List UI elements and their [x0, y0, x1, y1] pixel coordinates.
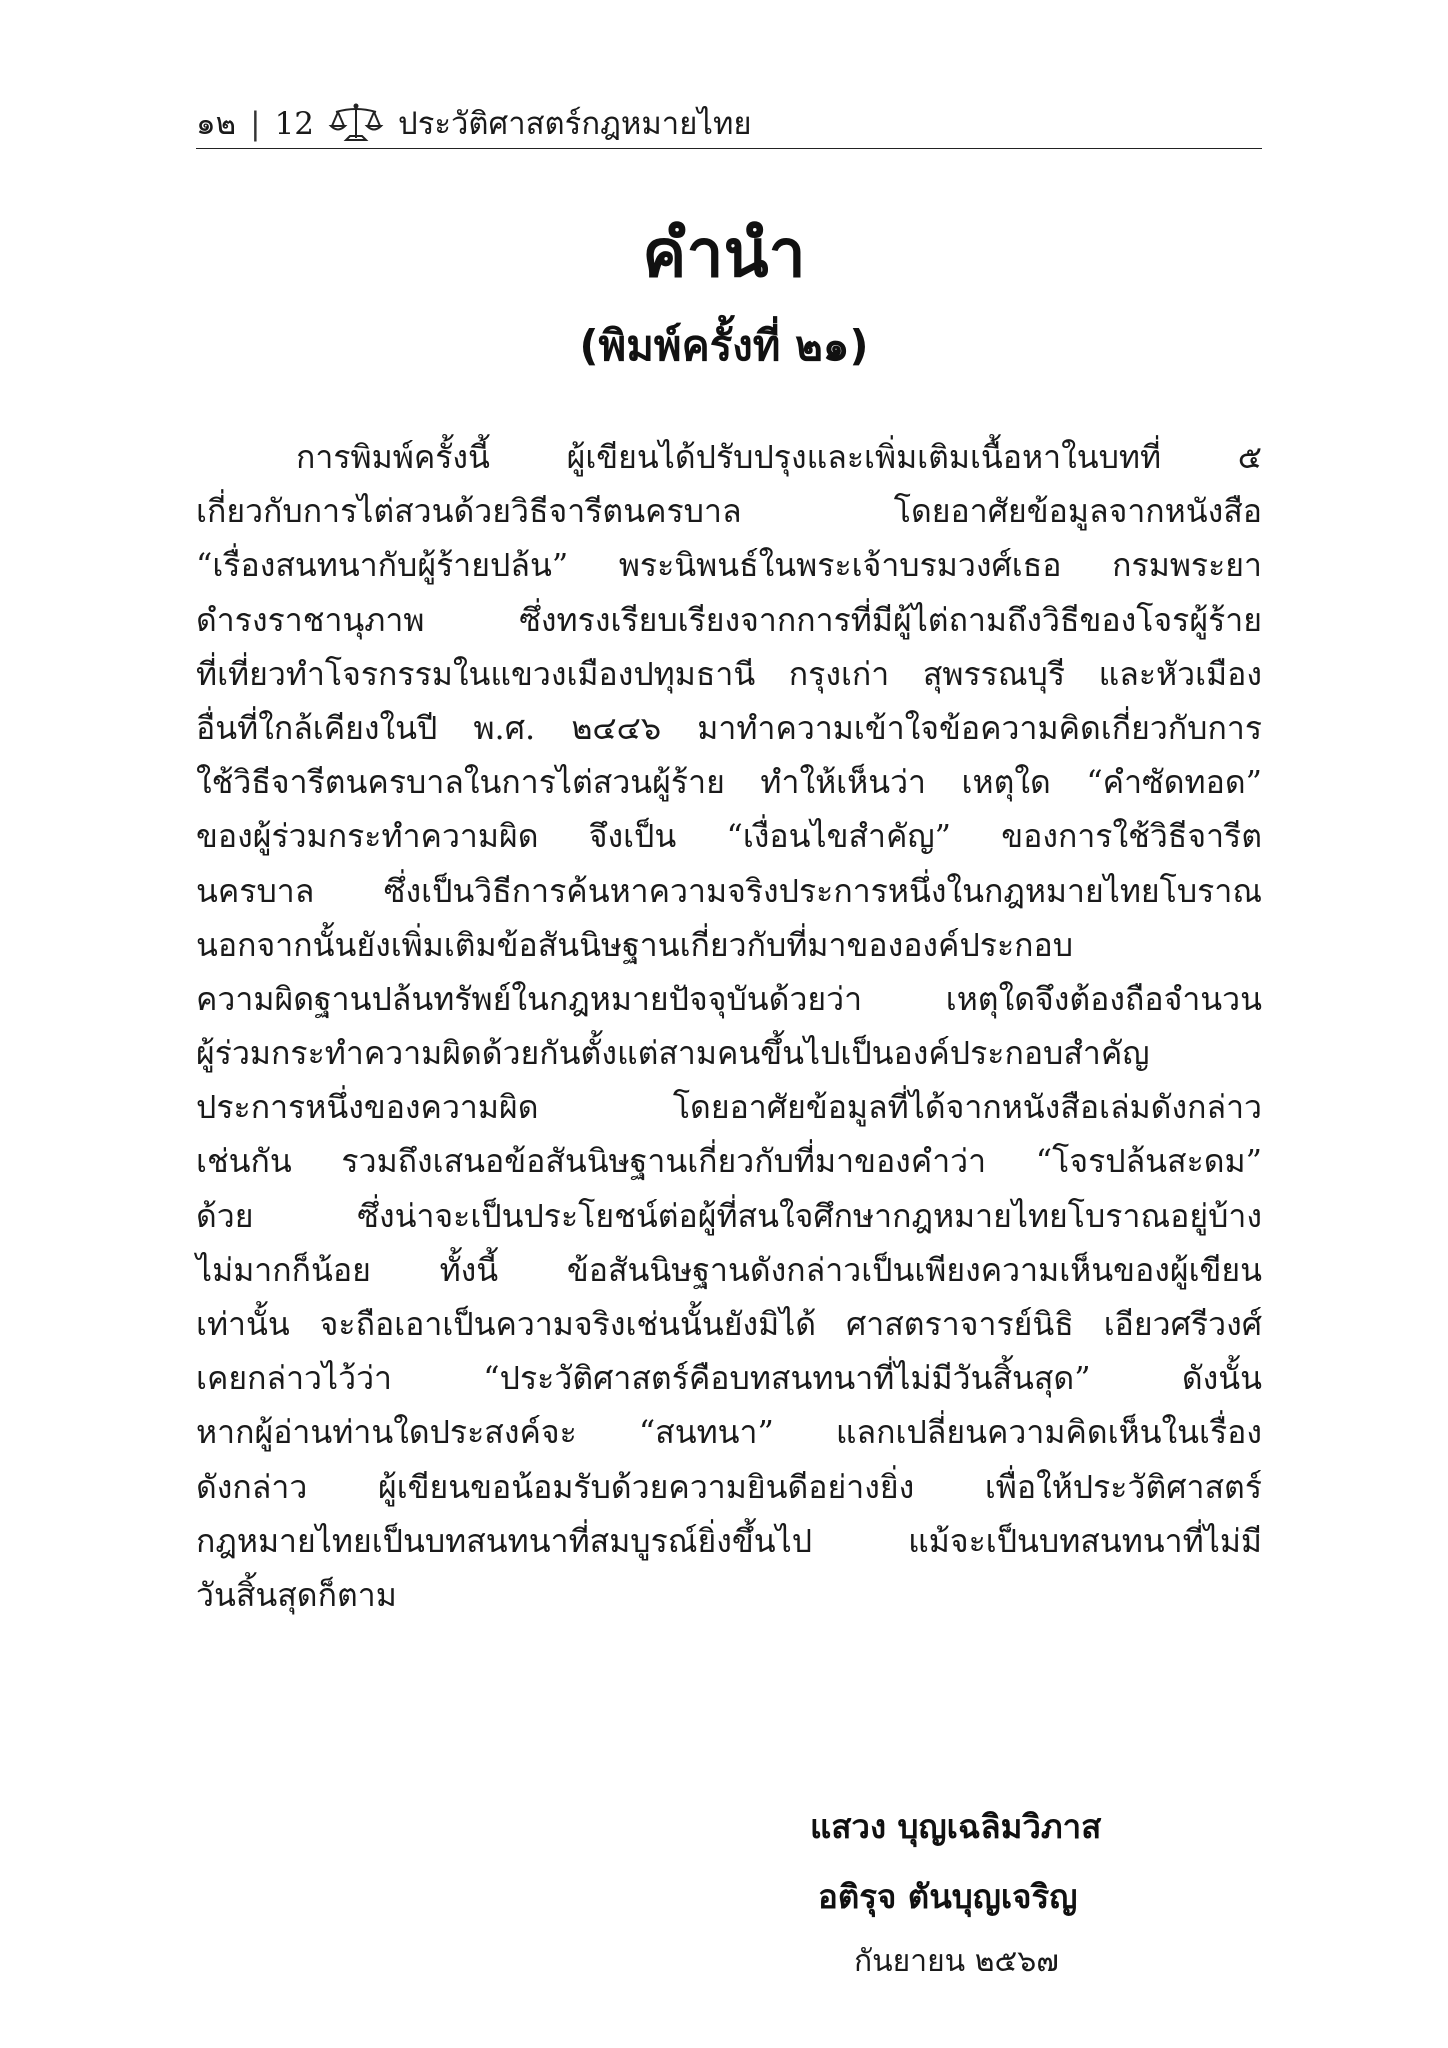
- body-line: นอกจากนั้นยังเพิ่มเติมข้อสันนิษฐานเกี่ยวกับที่มาขององค์ประกอบ: [196, 925, 1074, 964]
- body-line: วันสิ้นสุดก็ตาม: [196, 1575, 397, 1614]
- body-line: นครบาล ซึ่งเป็นวิธีการค้นหาความจริงประการหนึ่งในกฎหมายไทยโบราณ: [196, 871, 1262, 910]
- header-separator: |: [250, 106, 261, 142]
- author-name: อติรุจ ตันบุญเจริญ: [818, 1877, 1078, 1916]
- running-header: [196, 100, 1254, 144]
- page-number-arabic: 12: [274, 106, 315, 142]
- body-line: ด้วย ซึ่งน่าจะเป็นประโยชน์ต่อผู้ที่สนใจศึกษากฎหมายไทยโบราณอยู่บ้าง: [196, 1196, 1262, 1235]
- body-line: ของผู้ร่วมกระทำความผิด จึงเป็น “เงื่อนไขสำคัญ” ของการใช้วิธีจารีต: [196, 817, 1262, 856]
- body-line: “เรื่องสนทนากับผู้ร้ายปล้น” พระนิพนธ์ในพระเจ้าบรมวงศ์เธอ กรมพระยา: [196, 546, 1262, 585]
- body-line: ผู้ร่วมกระทำความผิดด้วยกันตั้งแต่สามคนขึ้นไปเป็นองค์ประกอบสำคัญ: [196, 1034, 1150, 1073]
- page-number-thai: ๑๒: [196, 106, 237, 142]
- author-name: แสวง บุญเฉลิมวิภาส: [810, 1807, 1102, 1846]
- body-line: เคยกล่าวไว้ว่า “ประวัติศาสตร์คือบทสนทนาที่ไม่มีวันสิ้นสุด” ดังนั้น: [196, 1359, 1262, 1398]
- body-line: เช่นกัน รวมถึงเสนอข้อสันนิษฐานเกี่ยวกับที่มาของคำว่า “โจรปล้นสะดม”: [196, 1142, 1262, 1181]
- preface-body: [196, 430, 1262, 1622]
- body-line: เท่านั้น จะถือเอาเป็นความจริงเช่นนั้นยังมิได้ ศาสตราจารย์นิธิ เอียวศรีวงศ์: [196, 1305, 1262, 1343]
- body-line: ดำรงราชานุภาพ ซึ่งทรงเรียบเรียงจากการที่มีผู้ไต่ถามถึงวิธีของโจรผู้ร้าย: [196, 600, 1262, 639]
- edition-subtitle: (พิมพ์ครั้งที่ ๒๑): [579, 321, 869, 370]
- body-line: เกี่ยวกับการไต่สวนด้วยวิธีจารีตนครบาล โดยอาศัยข้อมูลจากหนังสือ: [196, 492, 1262, 531]
- body-line: กฎหมายไทยเป็นบทสนทนาที่สมบูรณ์ยิ่งขึ้นไป แม้จะเป็นบทสนทนาที่ไม่มี: [196, 1521, 1262, 1560]
- scales-of-justice-icon: [328, 102, 384, 144]
- body-line: หากผู้อ่านท่านใดประสงค์จะ “สนทนา” แลกเปลี่ยนความคิดเห็นในเรื่อง: [196, 1413, 1262, 1452]
- body-line: ความผิดฐานปล้นทรัพย์ในกฎหมายปัจจุบันด้วยว่า เหตุใดจึงต้องถือจำนวน: [196, 979, 1262, 1018]
- body-line: ประการหนึ่งของความผิด โดยอาศัยข้อมูลที่ได้จากหนังสือเล่มดังกล่าว: [196, 1088, 1262, 1127]
- header-divider: [196, 148, 1262, 149]
- body-line: การพิมพ์ครั้งนี้ ผู้เขียนได้ปรับปรุงและเพิ่มเติมเนื้อหาในบทที่ ๕: [296, 438, 1262, 476]
- signature-block: [790, 1792, 1250, 1992]
- book-title: ประวัติศาสตร์กฎหมายไทย: [398, 106, 752, 142]
- body-line: ที่เที่ยวทำโจรกรรมในแขวงเมืองปทุมธานี กรุงเก่า สุพรรณบุรี และหัวเมือง: [196, 654, 1262, 693]
- body-line: ดังกล่าว ผู้เขียนขอน้อมรับด้วยความยินดีอย่างยิ่ง เพื่อให้ประวัติศาสตร์: [196, 1467, 1262, 1506]
- page-title: คำนำ: [642, 215, 806, 292]
- body-line: ใช้วิธีจารีตนครบาลในการไต่สวนผู้ร้าย ทำให้เห็นว่า เหตุใด “คำซัดทอด”: [196, 763, 1262, 802]
- body-line: อื่นที่ใกล้เคียงในปี พ.ศ. ๒๔๔๖ มาทำความเข้าใจข้อความคิดเกี่ยวกับการ: [196, 708, 1262, 747]
- signature-date: กันยายน ๒๕๖๗: [854, 1944, 1059, 1979]
- body-line: ไม่มากก็น้อย ทั้งนี้ ข้อสันนิษฐานดังกล่าวเป็นเพียงความเห็นของผู้เขียน: [196, 1250, 1262, 1289]
